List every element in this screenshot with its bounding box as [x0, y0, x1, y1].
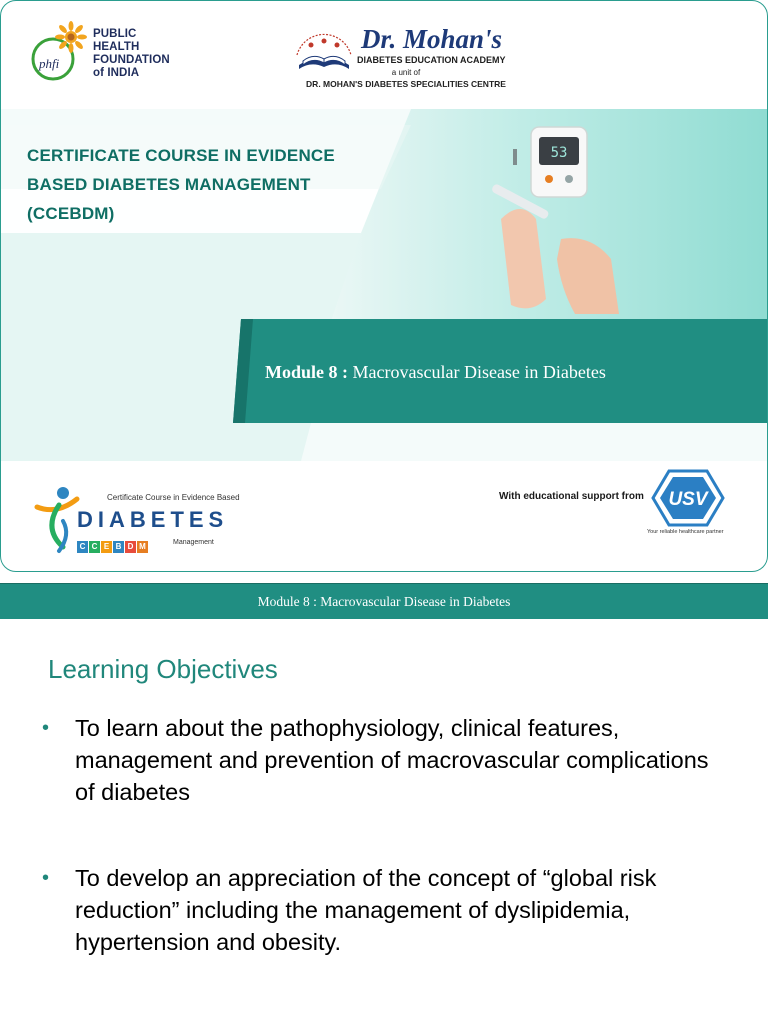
ccebdm-acronym	[77, 541, 149, 553]
phfi-emblem-icon	[29, 21, 87, 87]
course-title	[27, 141, 335, 228]
ccebdm-wordmark: DIABETES	[77, 507, 229, 532]
phfi-line-2: HEALTH	[93, 41, 140, 53]
ccebdm-figure-icon	[33, 485, 83, 555]
support-text: With educational support from	[499, 491, 644, 502]
logos-row	[1, 1, 768, 109]
module-title: Macrovascular Disease in Diabetes	[348, 362, 606, 382]
phfi-line-3: FOUNDATION	[93, 54, 170, 66]
list-item	[42, 712, 732, 808]
objective-text: To develop an appreciation of the concept of “global risk reduction” including the management of dyslipidemia, hypertension and obesity.	[75, 865, 657, 955]
mohan-academy: DIABETES EDUCATION ACADEMY	[357, 55, 506, 65]
objective-text: To learn about the pathophysiology, clinical features, management and prevention of macrovascular complications of diabetes	[75, 715, 709, 805]
module-number: Module 8 :	[265, 362, 348, 382]
dr-mohans-logo	[291, 25, 521, 89]
slide2-header-text: Module 8 : Macrovascular Disease in Diabetes	[257, 594, 511, 609]
mohan-centre: DR. MOHAN'S DIABETES SPECIALITIES CENTRE	[306, 79, 506, 89]
course-title-line-3: (CCEBDM)	[27, 204, 115, 223]
mohan-unit: a unit of	[391, 68, 421, 77]
usv-tagline: Your reliable healthcare partner	[647, 529, 724, 535]
sponsor-row	[1, 461, 768, 572]
module-banner-text	[265, 362, 606, 383]
learning-objectives-title: Learning Objectives	[48, 654, 278, 684]
acronym-letter: C	[77, 541, 88, 553]
svg-text:USV: USV	[668, 489, 708, 510]
svg-text:phfi: phfi	[39, 56, 60, 71]
mohan-name: Dr. Mohan's	[361, 24, 503, 54]
acronym-letter: M	[137, 541, 148, 553]
ccebdm-management: Management	[173, 539, 214, 546]
phfi-logo	[29, 21, 170, 87]
phfi-line-1: PUBLIC	[93, 28, 137, 40]
course-title-line-1: CERTIFICATE COURSE IN EVIDENCE	[27, 146, 335, 165]
svg-text:53: 53	[550, 145, 568, 161]
phfi-name	[93, 28, 170, 80]
course-title-line-2: BASED DIABETES MANAGEMENT	[27, 175, 311, 194]
usv-logo	[651, 469, 725, 527]
acronym-letter: B	[113, 541, 124, 553]
list-item	[42, 862, 732, 958]
phfi-line-4: of INDIA	[93, 67, 140, 79]
acronym-letter: D	[125, 541, 136, 553]
objectives-list	[42, 712, 732, 958]
bullet-icon: •	[42, 867, 50, 889]
open-book-icon	[291, 25, 357, 80]
bullet-icon: •	[42, 717, 50, 739]
ccebdm-subtitle: Certificate Course in Evidence Based	[107, 493, 240, 502]
acronym-letter: E	[101, 541, 112, 553]
acronym-letter: C	[89, 541, 100, 553]
slide2-header-bar	[0, 583, 768, 619]
